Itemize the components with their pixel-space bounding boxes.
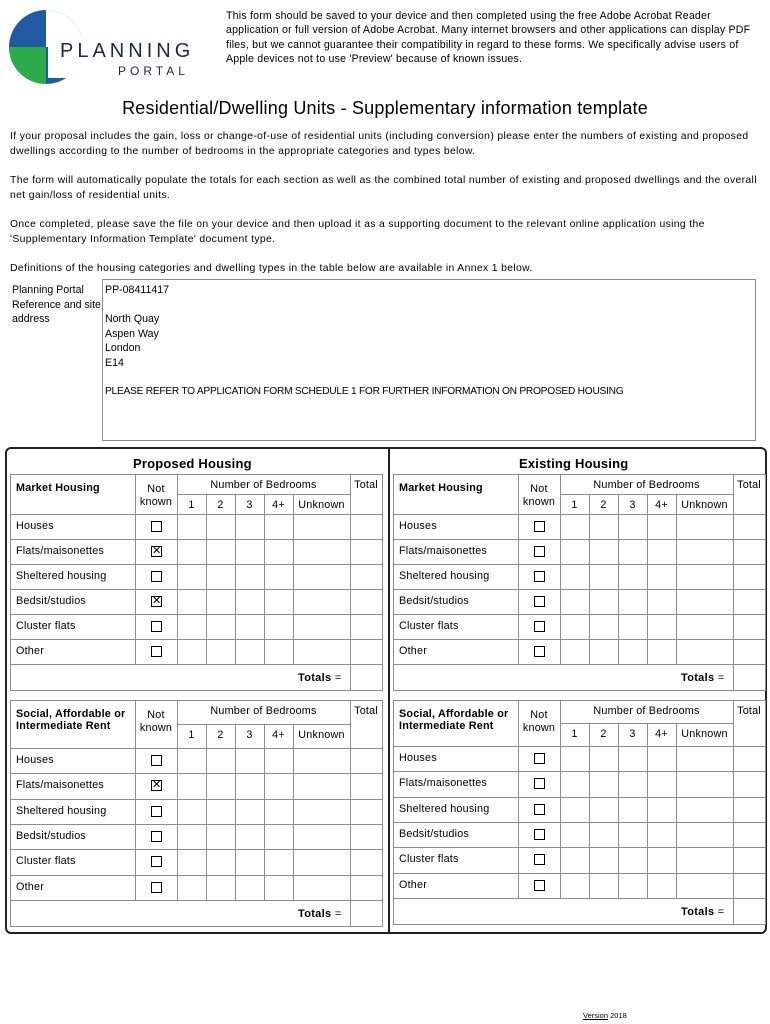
not-known-checkbox[interactable] <box>534 596 545 607</box>
bedroom-count-input[interactable] <box>235 773 265 800</box>
bedroom-count-input[interactable] <box>206 824 236 850</box>
reference-label: Planning Portal Reference and site address <box>12 284 101 326</box>
row-total-field <box>733 514 766 540</box>
bedroom-count-input[interactable] <box>264 614 294 640</box>
category-heading: Market Housing <box>16 482 100 494</box>
not-known-checkbox[interactable] <box>151 571 162 582</box>
bedroom-count-input[interactable] <box>618 822 648 848</box>
bedroom-count-input[interactable] <box>177 564 207 590</box>
row-label: Bedsit/studios <box>16 830 87 842</box>
bedroom-column-heading: 2 <box>600 728 607 740</box>
bedroom-column-heading: 1 <box>188 729 195 741</box>
bedroom-count-input[interactable] <box>676 639 734 665</box>
bedroom-count-input[interactable] <box>293 539 351 565</box>
bedroom-count-input[interactable] <box>618 847 648 874</box>
section-divider <box>388 449 390 932</box>
intro-paragraph-2: The form will automatically populate the totals for each section as well as the combined total number of existing and proposed dwellings and the overall net gain/loss of residential units. <box>10 175 757 201</box>
bedroom-column-heading: Unknown <box>681 728 728 740</box>
bedroom-count-input[interactable] <box>293 773 351 800</box>
address-line: London <box>105 342 141 355</box>
row-label: Flats/maisonettes <box>399 545 488 557</box>
row-total-field <box>350 799 383 825</box>
bedroom-column-heading: Unknown <box>681 499 728 511</box>
row-label: Other <box>16 645 45 657</box>
bedroom-column-heading: 1 <box>571 728 578 740</box>
bedroom-count-input[interactable] <box>264 824 294 850</box>
bedroom-count-input[interactable] <box>676 873 734 899</box>
bedroom-column-heading: Unknown <box>298 499 345 511</box>
bedroom-count-input[interactable] <box>177 614 207 640</box>
bedroom-count-input[interactable] <box>177 639 207 665</box>
bedroom-count-input[interactable] <box>177 824 207 850</box>
bedroom-column-heading: 3 <box>246 729 253 741</box>
row-total-field <box>733 822 766 848</box>
not-known-checkbox[interactable]: ✕ <box>152 780 162 791</box>
bedroom-count-input[interactable] <box>676 746 734 772</box>
header-cell <box>10 474 136 515</box>
bedroom-column-heading: 4+ <box>272 499 285 511</box>
bedroom-count-input[interactable] <box>589 614 619 640</box>
bedroom-count-input[interactable] <box>235 564 265 590</box>
bedroom-count-input[interactable] <box>618 589 648 615</box>
bedroom-column-heading: Unknown <box>298 729 345 741</box>
bedroom-count-input[interactable] <box>177 589 207 615</box>
bedroom-count-input[interactable] <box>647 746 677 772</box>
bedroom-count-input[interactable] <box>647 564 677 590</box>
row-total-field <box>350 875 383 901</box>
total-heading: Total <box>354 479 378 491</box>
not-known-checkbox[interactable] <box>534 880 545 891</box>
row-total-field <box>350 564 383 590</box>
grand-total-field <box>350 664 383 691</box>
grand-total-field <box>733 898 766 925</box>
bedroom-count-input[interactable] <box>676 797 734 823</box>
bedroom-count-input[interactable] <box>618 639 648 665</box>
bedroom-count-input[interactable] <box>647 771 677 798</box>
row-total-field <box>733 589 766 615</box>
bedroom-count-input[interactable] <box>264 799 294 825</box>
not-known-checkbox[interactable] <box>534 804 545 815</box>
row-label: Bedsit/studios <box>399 828 470 840</box>
row-label: Houses <box>399 752 437 764</box>
totals-equals: = <box>334 672 342 684</box>
bedroom-count-input[interactable] <box>560 514 590 540</box>
bedroom-count-input[interactable] <box>589 873 619 899</box>
bedroom-count-input[interactable] <box>235 639 265 665</box>
row-label: Houses <box>399 520 437 532</box>
existing-housing-title: Existing Housing <box>519 456 629 471</box>
row-label: Other <box>399 879 428 891</box>
bedroom-count-input[interactable] <box>293 589 351 615</box>
row-label: Cluster flats <box>16 620 76 632</box>
row-label: Houses <box>16 754 54 766</box>
bedroom-count-input[interactable] <box>560 873 590 899</box>
version-year: 2018 <box>610 1011 627 1020</box>
page-title: Residential/Dwelling Units - Supplementary information template <box>122 98 648 118</box>
reference-note: PLEASE REFER TO APPLICATION FORM SCHEDULE 1 FOR FURTHER INFORMATION ON PROPOSED HOUSING <box>105 386 624 398</box>
bedrooms-heading: Number of Bedrooms <box>210 705 317 717</box>
bedroom-count-input[interactable] <box>647 873 677 899</box>
header-cell <box>393 474 519 515</box>
bedroom-column-heading: 4+ <box>272 729 285 741</box>
row-label: Cluster flats <box>399 853 459 865</box>
bedroom-count-input[interactable] <box>177 849 207 876</box>
totals-equals: = <box>717 906 725 918</box>
bedroom-count-input[interactable] <box>676 771 734 798</box>
bedroom-count-input[interactable] <box>560 771 590 798</box>
not-known-heading: Not known <box>522 483 556 508</box>
bedroom-count-input[interactable] <box>560 589 590 615</box>
bedroom-count-input[interactable] <box>235 849 265 876</box>
bedroom-count-input[interactable] <box>647 822 677 848</box>
bedrooms-heading: Number of Bedrooms <box>210 479 317 491</box>
intro-paragraph-4: Definitions of the housing categories and dwelling types in the table below are available in Annex 1 below. <box>10 263 533 274</box>
bedroom-count-input[interactable] <box>293 639 351 665</box>
row-label: Other <box>16 881 45 893</box>
bedroom-count-input[interactable] <box>177 773 207 800</box>
not-known-heading: Not known <box>522 709 556 734</box>
not-known-checkbox[interactable] <box>534 571 545 582</box>
row-total-field <box>733 746 766 772</box>
bedroom-count-input[interactable] <box>560 797 590 823</box>
not-known-checkbox[interactable] <box>534 521 545 532</box>
bedroom-count-input[interactable] <box>235 589 265 615</box>
bedroom-count-input[interactable] <box>618 771 648 798</box>
bedroom-count-input[interactable] <box>676 539 734 565</box>
bedroom-count-input[interactable] <box>589 847 619 874</box>
not-known-checkbox[interactable] <box>151 521 162 532</box>
bedroom-count-input[interactable] <box>206 564 236 590</box>
bedrooms-heading: Number of Bedrooms <box>593 479 700 491</box>
not-known-checkbox[interactable] <box>534 646 545 657</box>
bedroom-count-input[interactable] <box>589 589 619 615</box>
bedroom-count-input[interactable] <box>264 849 294 876</box>
total-heading: Total <box>354 705 378 717</box>
bedroom-count-input[interactable] <box>647 589 677 615</box>
compatibility-notice: This form should be saved to your device and then completed using the free Adobe Acrobat Reader application or full version of Adobe Acrobat. Many internet browsers and other applications can display PDF files, but we cannot guarantee their compatibility in regard to these forms. We specifically advise users of Apple devices not to use 'Preview' because of known issues. <box>226 10 751 66</box>
bedroom-count-input[interactable] <box>177 748 207 774</box>
not-known-checkbox[interactable] <box>151 882 162 893</box>
bedroom-count-input[interactable] <box>676 589 734 615</box>
bedroom-count-input[interactable] <box>235 875 265 901</box>
row-total-field <box>350 589 383 615</box>
planning-portal-logo <box>8 8 208 88</box>
bedroom-count-input[interactable] <box>293 875 351 901</box>
logo-text-planning: PLANNING <box>60 40 195 62</box>
proposed-housing-title: Proposed Housing <box>133 456 252 471</box>
bedroom-column-heading: 1 <box>188 499 195 511</box>
bedroom-count-input[interactable] <box>560 746 590 772</box>
row-total-field <box>350 614 383 640</box>
bedroom-count-input[interactable] <box>206 875 236 901</box>
bedroom-count-input[interactable] <box>618 614 648 640</box>
row-total-field <box>733 539 766 565</box>
row-total-field <box>733 797 766 823</box>
row-label: Bedsit/studios <box>399 595 470 607</box>
version-label: Version <box>583 1011 609 1020</box>
bedroom-count-input[interactable] <box>235 539 265 565</box>
row-label: Sheltered housing <box>399 803 490 815</box>
row-total-field <box>733 873 766 899</box>
bedroom-count-input[interactable] <box>206 799 236 825</box>
bedroom-count-input[interactable] <box>647 514 677 540</box>
bedroom-count-input[interactable] <box>293 849 351 876</box>
totals-equals: = <box>717 672 725 684</box>
bedroom-count-input[interactable] <box>206 748 236 774</box>
not-known-checkbox[interactable]: ✕ <box>152 596 162 607</box>
bedroom-count-input[interactable] <box>177 539 207 565</box>
not-known-checkbox[interactable] <box>151 646 162 657</box>
totals-text: Totals <box>681 672 715 684</box>
row-total-field <box>350 824 383 850</box>
row-label: Flats/maisonettes <box>399 777 488 789</box>
row-label: Flats/maisonettes <box>16 779 105 791</box>
bedroom-count-input[interactable] <box>235 748 265 774</box>
bedroom-count-input[interactable] <box>264 514 294 540</box>
not-known-checkbox[interactable] <box>534 854 545 865</box>
bedroom-count-input[interactable] <box>206 589 236 615</box>
bedroom-count-input[interactable] <box>206 539 236 565</box>
bedroom-count-input[interactable] <box>676 822 734 848</box>
bedroom-count-input[interactable] <box>177 514 207 540</box>
bedroom-count-input[interactable] <box>676 614 734 640</box>
bedroom-column-heading: 2 <box>600 499 607 511</box>
bedroom-count-input[interactable] <box>560 639 590 665</box>
bedroom-count-input[interactable] <box>618 514 648 540</box>
bedroom-count-input[interactable] <box>235 614 265 640</box>
bedroom-count-input[interactable] <box>647 847 677 874</box>
bedroom-count-input[interactable] <box>293 748 351 774</box>
not-known-checkbox[interactable] <box>534 621 545 632</box>
totals-text: Totals <box>298 908 332 920</box>
bedroom-count-input[interactable] <box>560 847 590 874</box>
bedroom-column-heading: 1 <box>571 499 578 511</box>
bedroom-count-input[interactable] <box>618 746 648 772</box>
not-known-checkbox[interactable]: ✕ <box>152 546 162 557</box>
grand-total-field <box>350 900 383 927</box>
bedroom-count-input[interactable] <box>618 539 648 565</box>
bedroom-count-input[interactable] <box>264 773 294 800</box>
bedroom-count-input[interactable] <box>589 514 619 540</box>
bedroom-count-input[interactable] <box>560 822 590 848</box>
row-label: Bedsit/studios <box>16 595 87 607</box>
not-known-heading: Not known <box>139 709 173 734</box>
not-known-checkbox[interactable] <box>534 753 545 764</box>
row-total-field <box>733 639 766 665</box>
bedroom-column-heading: 4+ <box>655 728 668 740</box>
bedroom-count-input[interactable] <box>589 822 619 848</box>
bedroom-count-input[interactable] <box>560 614 590 640</box>
address-line: E14 <box>105 356 124 369</box>
bedroom-count-input[interactable] <box>235 799 265 825</box>
totals-label <box>298 908 341 920</box>
bedroom-count-input[interactable] <box>618 564 648 590</box>
category-heading: Social, Affordable or Intermediate Rent <box>399 708 509 732</box>
bedroom-count-input[interactable] <box>264 539 294 565</box>
bedroom-count-input[interactable] <box>560 564 590 590</box>
bedroom-count-input[interactable] <box>647 539 677 565</box>
reference-field[interactable] <box>102 279 756 441</box>
totals-text: Totals <box>681 906 715 918</box>
bedroom-count-input[interactable] <box>235 824 265 850</box>
bedroom-count-input[interactable] <box>676 847 734 874</box>
bedroom-count-input[interactable] <box>293 824 351 850</box>
bedroom-column-heading: 3 <box>246 499 253 511</box>
row-label: Cluster flats <box>399 620 459 632</box>
bedroom-count-input[interactable] <box>206 849 236 876</box>
bedroom-count-input[interactable] <box>206 514 236 540</box>
row-label: Houses <box>16 520 54 532</box>
bedroom-count-input[interactable] <box>235 514 265 540</box>
not-known-checkbox[interactable] <box>151 856 162 867</box>
bedroom-column-heading: 2 <box>217 499 224 511</box>
row-label: Sheltered housing <box>16 570 107 582</box>
bedroom-count-input[interactable] <box>589 564 619 590</box>
bedroom-column-heading: 2 <box>217 729 224 741</box>
bedroom-count-input[interactable] <box>206 639 236 665</box>
bedroom-count-input[interactable] <box>264 564 294 590</box>
bedroom-column-heading: 3 <box>629 728 636 740</box>
row-label: Sheltered housing <box>16 805 107 817</box>
row-total-field <box>733 564 766 590</box>
row-total-field <box>350 773 383 800</box>
bedroom-count-input[interactable] <box>264 639 294 665</box>
not-known-checkbox[interactable] <box>534 546 545 557</box>
bedroom-count-input[interactable] <box>293 564 351 590</box>
row-label: Other <box>399 645 428 657</box>
bedroom-count-input[interactable] <box>647 614 677 640</box>
bedroom-count-input[interactable] <box>264 875 294 901</box>
bedroom-count-input[interactable] <box>206 614 236 640</box>
address-line: North Quay <box>105 313 160 326</box>
row-label: Sheltered housing <box>399 570 490 582</box>
row-total-field <box>733 771 766 798</box>
row-label: Flats/maisonettes <box>16 545 105 557</box>
bedroom-count-input[interactable] <box>589 639 619 665</box>
totals-label <box>298 672 341 684</box>
version-info <box>583 1011 627 1020</box>
bedroom-count-input[interactable] <box>560 539 590 565</box>
not-known-checkbox[interactable] <box>151 755 162 766</box>
bedrooms-heading: Number of Bedrooms <box>593 705 700 717</box>
row-label: Cluster flats <box>16 855 76 867</box>
bedroom-count-input[interactable] <box>293 514 351 540</box>
bedroom-column-heading: 3 <box>629 499 636 511</box>
bedroom-count-input[interactable] <box>676 514 734 540</box>
not-known-checkbox[interactable] <box>151 621 162 632</box>
total-heading: Total <box>737 705 761 717</box>
bedroom-count-input[interactable] <box>264 748 294 774</box>
grand-total-field <box>733 664 766 691</box>
bedroom-count-input[interactable] <box>647 797 677 823</box>
totals-text: Totals <box>298 672 332 684</box>
bedroom-count-input[interactable] <box>177 799 207 825</box>
bedroom-column-heading: 4+ <box>655 499 668 511</box>
not-known-heading: Not known <box>139 483 173 508</box>
not-known-checkbox[interactable] <box>534 778 545 789</box>
bedroom-count-input[interactable] <box>177 875 207 901</box>
bedroom-count-input[interactable] <box>618 797 648 823</box>
total-heading: Total <box>737 479 761 491</box>
not-known-checkbox[interactable] <box>534 829 545 840</box>
bedroom-count-input[interactable] <box>264 589 294 615</box>
category-heading: Social, Affordable or Intermediate Rent <box>16 708 126 732</box>
bedroom-count-input[interactable] <box>293 799 351 825</box>
not-known-checkbox[interactable] <box>151 806 162 817</box>
logo-text-portal: PORTAL <box>118 64 189 78</box>
bedroom-count-input[interactable] <box>293 614 351 640</box>
reference-number: PP-08411417 <box>105 284 170 296</box>
category-heading: Market Housing <box>399 482 483 494</box>
row-total-field <box>350 849 383 876</box>
bedroom-count-input[interactable] <box>589 539 619 565</box>
not-known-checkbox[interactable] <box>151 831 162 842</box>
bedroom-count-input[interactable] <box>647 639 677 665</box>
bedroom-count-input[interactable] <box>589 771 619 798</box>
row-total-field <box>733 847 766 874</box>
bedroom-count-input[interactable] <box>589 746 619 772</box>
intro-paragraph-1: If your proposal includes the gain, loss or change-of-use of residential units (including conversion) please enter the numbers of existing and proposed dwellings according to the number of bedrooms in the appropriate categories and types below. <box>10 131 749 157</box>
intro-paragraph-3: Once completed, please save the file on your device and then upload it as a supporting document to the relevant online application using the 'Supplementary Information Template' document type. <box>10 219 705 245</box>
bedroom-count-input[interactable] <box>618 873 648 899</box>
row-total-field <box>733 614 766 640</box>
row-total-field <box>350 639 383 665</box>
row-total-field <box>350 514 383 540</box>
totals-equals: = <box>334 908 342 920</box>
row-total-field <box>350 748 383 774</box>
bedroom-count-input[interactable] <box>206 773 236 800</box>
bedroom-count-input[interactable] <box>676 564 734 590</box>
totals-label <box>681 906 724 918</box>
address-line: Aspen Way <box>105 327 159 340</box>
row-total-field <box>350 539 383 565</box>
totals-label <box>681 672 724 684</box>
bedroom-count-input[interactable] <box>589 797 619 823</box>
